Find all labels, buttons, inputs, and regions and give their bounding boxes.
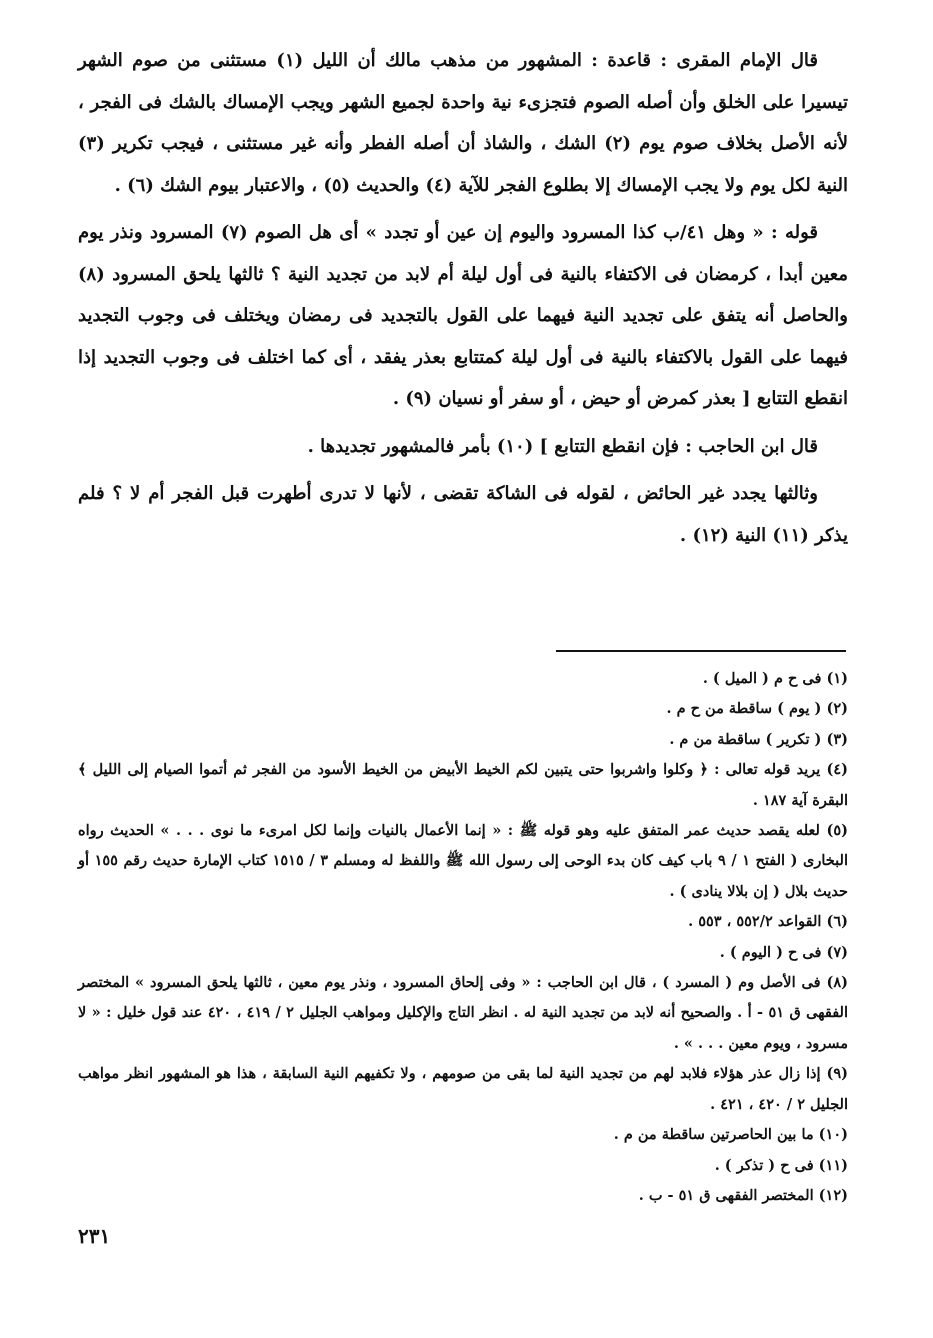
footnote-3: (٣) ( تكرير ) ساقطة من م . (669, 730, 848, 748)
footnote-9: (٩) إذا زال عذر هؤلاء فلابد لهم من تجديد النية لما بقى من صومهم ، ولا تكفيهم النية السابقة ، هذا هو المشهور انظر مواهب الجليل ٢ / ٤٢٠ ، ٤٢١ . (78, 1065, 848, 1113)
page-number: ٢٣١ (78, 1224, 111, 1248)
paragraph-1: قال الإمام المقرى : قاعدة : المشهور من مذهب مالك أن الليل (١) مستثنى من صوم الشهر تيسيرا على الخلق وأن أصله الصوم فتجزىء نية واحدة لجميع الشهر ويجب الإمساك بالشك فى الفجر ، لأنه الأصل بخلاف صوم يوم (٢) الشك ، والشاذ أن أصله الفطر وأنه غير مستثنى ، فيجب تكرير (٣) النية لكل يوم ولا يجب الإمساك إلا بطلوع الفجر للآية (٤) والحديث (٥) ، والاعتبار بيوم الشك (٦) . (78, 50, 848, 196)
footnote-8: (٨) فى الأصل وم ( المسرد ) ، قال ابن الحاجب : « وفى إلحاق المسرود ، ونذر يوم معين ، ثالثها يلحق المسرود » المختصر الفقهى ق ٥١ - أ . والصحيح أنه لابد من تجديد النية له . انظر التاج والإكليل ومواهب الجليل ٢ / ٤١٩ ، ٤٢٠ عند قول خليل : « لا مسرود ، ويوم معين . . . » . (78, 974, 848, 1052)
footnote-separator (556, 650, 846, 652)
paragraph-3: قال ابن الحاجب : فإن انقطع التتابع ] (١٠) بأمر فالمشهور تجديدها . (307, 435, 818, 457)
footnote-10: (١٠) ما بين الحاصرتين ساقطة من م . (613, 1126, 848, 1144)
footnote-1: (١) فى ح م ( الميل ) . (702, 670, 848, 687)
footnote-6: (٦) القواعد ٥٥٢/٢ ، ٥٥٣ . (688, 913, 848, 931)
footnote-11: (١١) فى ح ( تذكر ) . (714, 1156, 848, 1174)
footnote-12: (١٢) المختصر الفقهى ق ٥١ - ب . (638, 1186, 848, 1204)
footnote-4: (٤) يريد قوله تعالى : ﴿ وكلوا واشربوا حتى يتبين لكم الخيط الأبيض من الخيط الأسود من الفجر ثم أتموا الصيام إلى الليل ﴾ البقرة آية ١٨٧ . (78, 761, 848, 809)
footnote-5: (٥) لعله يقصد حديث عمر المتفق عليه وهو قوله ﷺ : « إنما الأعمال بالنيات وإنما لكل امرىء ما نوى . . . » الحديث رواه البخارى ( الفتح ١ / ٩ باب كيف كان بدء الوحى إلى رسول الله ﷺ واللفظ له ومسلم ٣ / ١٥١٥ كتاب الإمارة حديث رقم ١٥٥ أو حديث بلال ( إن بلالا ينادى ) . (78, 822, 848, 900)
footnotes (78, 664, 848, 1211)
footnote-7: (٧) فى ح ( اليوم ) . (719, 943, 848, 961)
footnote-2: (٢) ( يوم ) ساقطة من ح م . (666, 700, 848, 718)
main-text (78, 40, 848, 556)
paragraph-4: وثالثها يجدد غير الحائض ، لقوله فى الشاكة تقضى ، لأنها لا تدرى أطهرت قبل الفجر أم لا ؟ فلم يذكر (١١) النية (١٢) . (78, 483, 848, 546)
paragraph-2: قوله : « وهل ٤١/ب كذا المسرود واليوم إن عين أو تجدد » أى هل الصوم (٧) المسرود ونذر يوم معين أبدا ، كرمضان فى الاكتفاء بالنية فى أول ليلة أم لابد من تجديد النية ؟ ثالثها يلحق المسرود (٨) والحاصل أنه يتفق على تجديد النية فيهما على القول بالتجديد فى رمضان ويختلف فى وجوب التجديد فيهما على القول بالاكتفاء بالنية فى أول ليلة كمتتابع بعذر يفقد ، أى كما اختلف فى وجوب التجديد إذا انقطع التتابع [ بعذر كمرض أو حيض ، أو سفر أو نسيان (٩) . (78, 222, 848, 409)
